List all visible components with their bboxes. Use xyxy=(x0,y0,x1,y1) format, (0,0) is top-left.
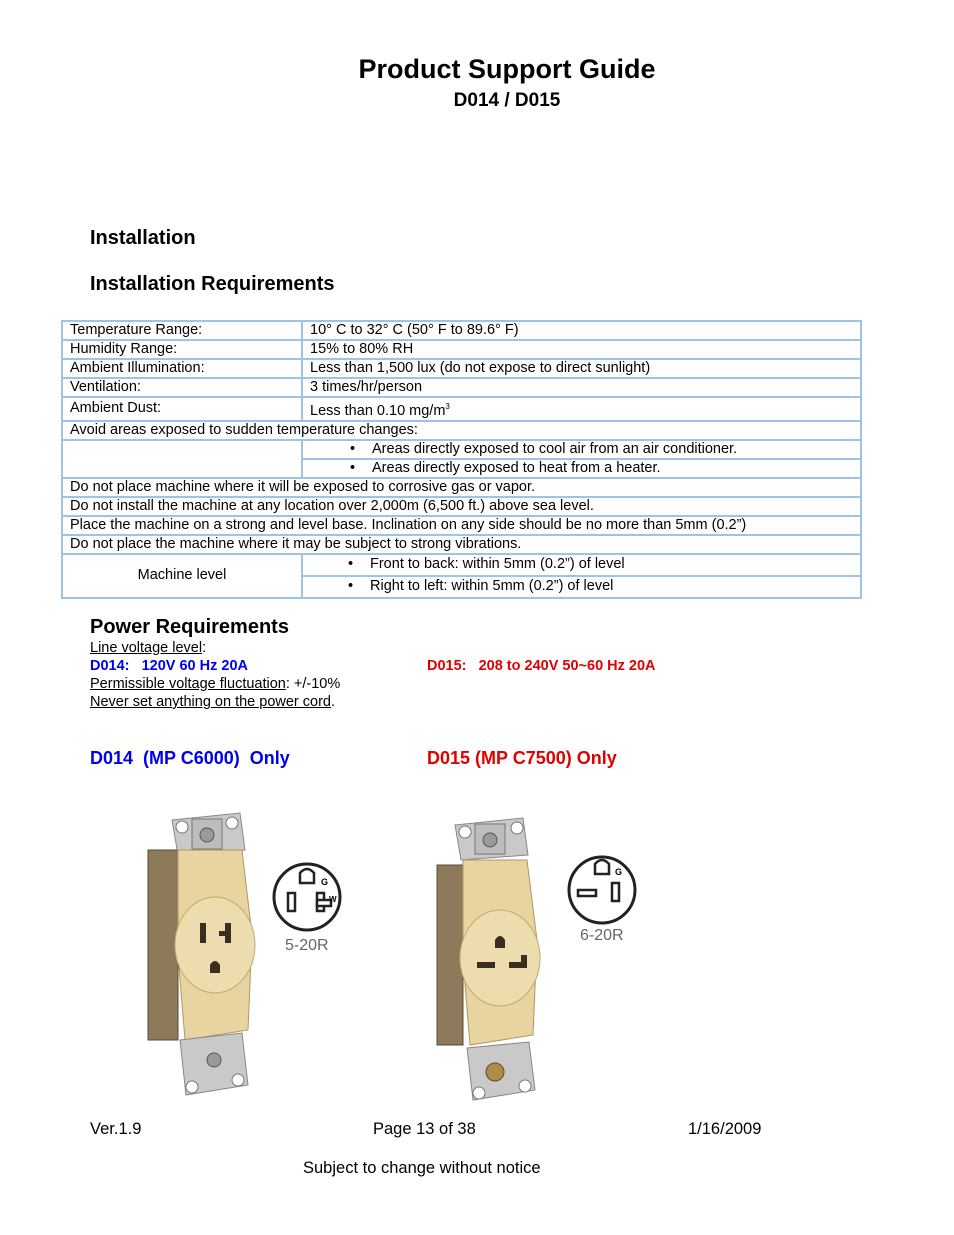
d014-white-label: W xyxy=(329,895,337,904)
table-cell-label: Ambient Illumination: xyxy=(62,359,302,378)
bullet-text: • Areas directly exposed to cool air from an air conditioner. xyxy=(310,441,737,457)
power-requirements-heading: Power Requirements xyxy=(90,616,289,638)
line-voltage-label: Line voltage level xyxy=(90,640,203,656)
d014-outlet-image xyxy=(130,805,360,1105)
note-cell: Do not place machine where it will be exposed to corrosive gas or vapor. xyxy=(62,478,861,497)
table-row xyxy=(62,478,861,497)
d014-outlet-type: 5-20R xyxy=(285,937,329,954)
table-cell-label: Temperature Range: xyxy=(62,321,302,340)
table-row xyxy=(62,516,861,535)
footer-page-number: Page 13 of 38 xyxy=(373,1120,476,1138)
dust-value: Less than 0.10 mg/m xyxy=(310,402,446,419)
d015-voltage-spec: D015: 208 to 240V 50~60 Hz 20A xyxy=(427,658,656,674)
page-title: Product Support Guide xyxy=(358,54,656,84)
d015-outlet-image xyxy=(425,810,655,1105)
table-row xyxy=(62,497,861,516)
footer-date: 1/16/2009 xyxy=(688,1120,762,1138)
installation-heading: Installation xyxy=(90,227,196,249)
installation-requirements-table xyxy=(61,320,862,599)
table-row xyxy=(62,421,861,440)
bullet-text: • Front to back: within 5mm (0.2”) of level xyxy=(310,556,625,572)
line-voltage-line xyxy=(90,640,206,656)
footer-notice: Subject to change without notice xyxy=(303,1159,541,1177)
page-subtitle: D014 / D015 xyxy=(453,90,561,111)
table-cell-label: Ventilation: xyxy=(62,378,302,397)
avoid-item xyxy=(302,459,861,478)
note-cell: Do not place the machine where it may be subject to strong vibrations. xyxy=(62,535,861,554)
installation-requirements-heading: Installation Requirements xyxy=(90,273,335,295)
table-row xyxy=(62,359,861,378)
empty-cell xyxy=(62,440,302,478)
footer-version: Ver.1.9 xyxy=(90,1120,142,1138)
bullet-text: • Right to left: within 5mm (0.2”) of level xyxy=(310,578,613,594)
note-cell: Place the machine on a strong and level base. Inclination on any side should be no more than 5mm (0.2”) xyxy=(62,516,861,535)
never-text: Never set anything on the power cord xyxy=(90,694,331,710)
fluctuation-line xyxy=(90,676,340,692)
table-cell-value: 15% to 80% RH xyxy=(302,340,861,359)
avoid-item xyxy=(302,440,861,459)
table-row xyxy=(62,321,861,340)
never-period: . xyxy=(331,694,336,710)
machine-level-label: Machine level xyxy=(62,554,302,598)
note-cell: Do not install the machine at any location over 2,000m (6,500 ft.) above sea level. xyxy=(62,497,861,516)
fluctuation-label: Permissible voltage fluctuation xyxy=(90,676,286,692)
d015-ground-label: G xyxy=(615,867,623,877)
d015-plug-title: D015 (MP C7500) Only xyxy=(427,748,617,768)
never-line xyxy=(90,694,335,710)
table-cell-value: 3 times/hr/person xyxy=(302,378,861,397)
table-row xyxy=(62,535,861,554)
table-row xyxy=(62,378,861,397)
bullet-text: • Areas directly exposed to heat from a heater. xyxy=(310,460,661,476)
d014-plug-title: D014 (MP C6000) Only xyxy=(90,748,290,768)
table-row xyxy=(62,440,861,459)
fluctuation-value: : +/-10% xyxy=(285,676,341,692)
table-cell-label: Humidity Range: xyxy=(62,340,302,359)
table-row xyxy=(62,554,861,576)
dust-superscript: 3 xyxy=(445,402,450,411)
avoid-title-cell: Avoid areas exposed to sudden temperature changes: xyxy=(62,421,861,440)
table-row xyxy=(62,397,861,421)
d014-voltage-spec: D014: 120V 60 Hz 20A xyxy=(90,658,248,674)
d015-outlet-type: 6-20R xyxy=(580,927,624,944)
table-row xyxy=(62,340,861,359)
d014-ground-label: G xyxy=(321,877,329,887)
table-cell-value: 10° C to 32° C (50° F to 89.6° F) xyxy=(302,321,861,340)
line-voltage-colon: : xyxy=(202,640,207,656)
table-cell-value xyxy=(302,397,861,421)
table-cell-label: Ambient Dust: xyxy=(62,397,302,421)
machine-level-item xyxy=(302,554,861,576)
table-cell-value: Less than 1,500 lux (do not expose to direct sunlight) xyxy=(302,359,861,378)
machine-level-item xyxy=(302,576,861,598)
